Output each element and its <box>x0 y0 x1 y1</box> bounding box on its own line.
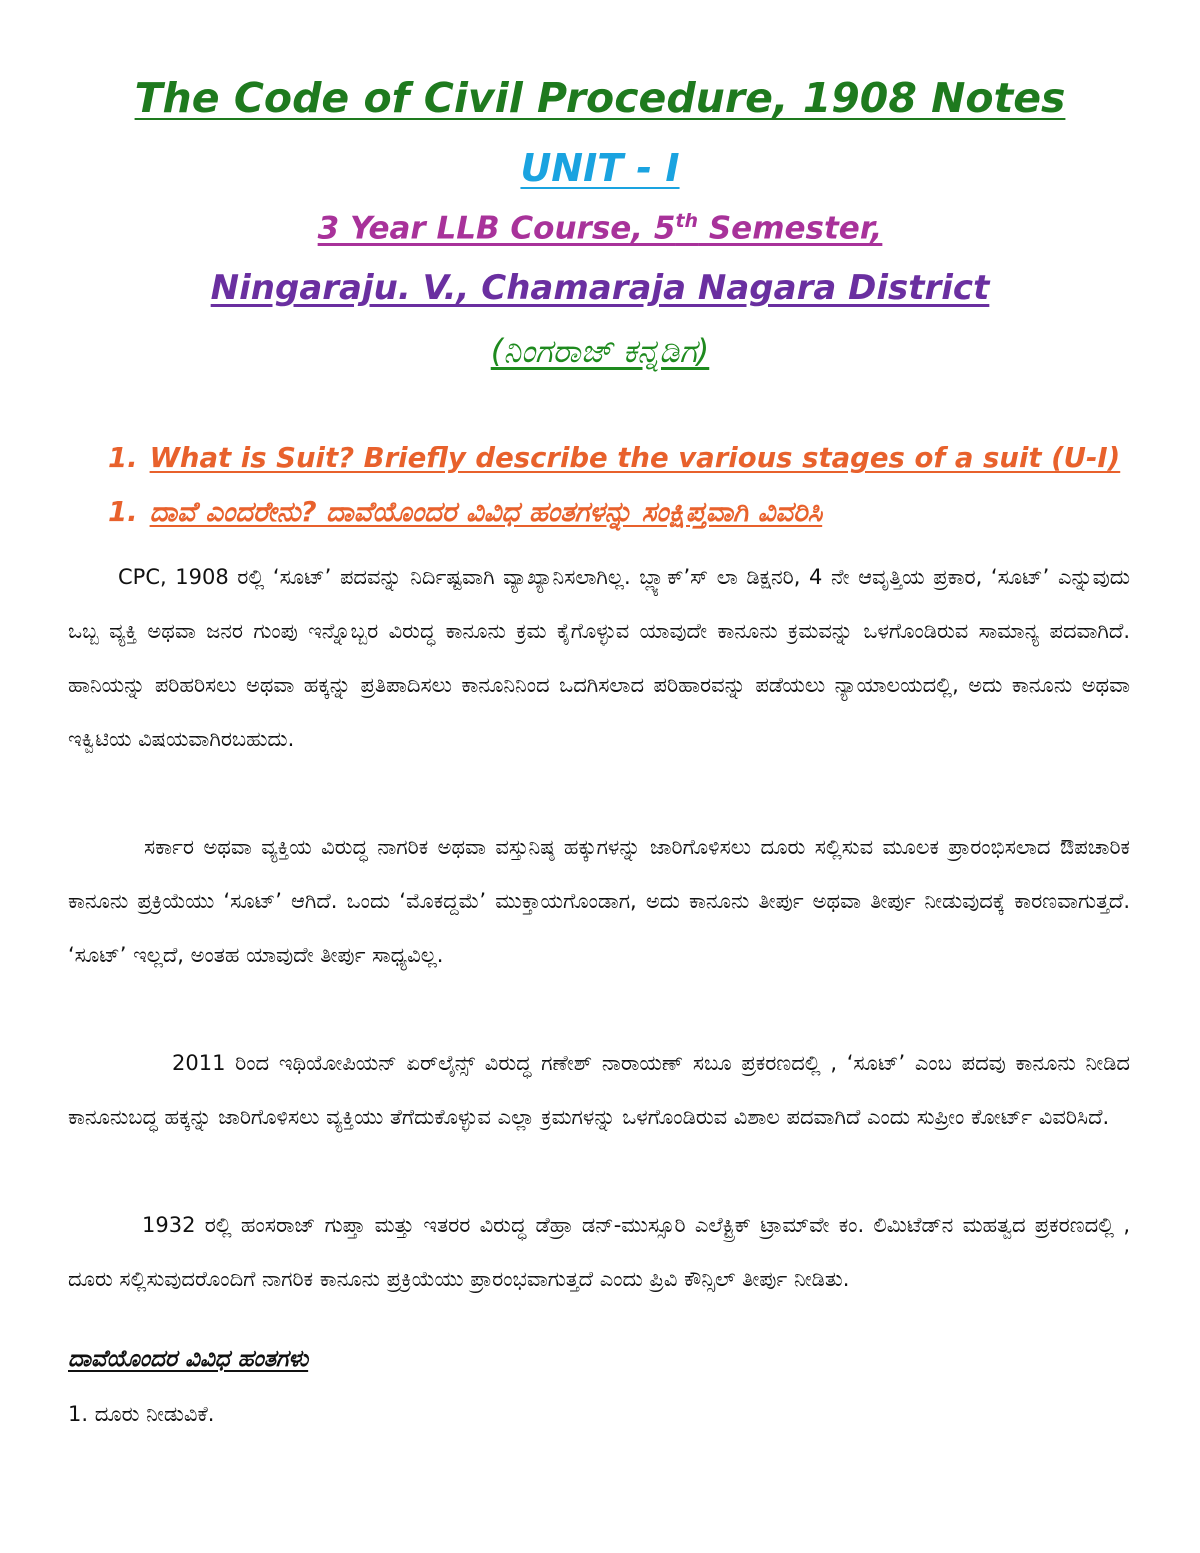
author-line: Ningaraju. V., Chamaraja Nagara District <box>210 268 990 308</box>
paragraph-3: 2011 ರಿಂದ ಇಥಿಯೋಪಿಯನ್ ಏರ್‌ಲೈನ್ಸ್ ವಿರುದ್ಧ ಗಣೇಶ್ ನಾರಾಯಣ್ ಸಬೂ ಪ್ರಕರಣದಲ್ಲಿ , ‘ಸೂಟ್’ ಎಂಬ ಪದವು ಕಾನೂನು ನೀಡಿದ ಕಾನೂನುಬದ್ಧ ಹಕ್ಕನ್ನು ಜಾರಿಗೊಳಿಸಲು ವ್ಯಕ್ತಿಯು ತೆಗೆದುಕೊಳ್ಳುವ ಎಲ್ಲಾ ಕ್ರಮಗಳನ್ನು ಒಳಗೊಂಡಿರುವ ವಿಶಾಲ ಪದವಾಗಿದೆ ಎಂದು ಸುಪ್ರೀಂ ಕೋರ್ಟ್ ವಿವರಿಸಿದೆ. <box>68 1051 1130 1129</box>
unit-heading: UNIT - I <box>520 146 680 190</box>
question-number-kannada: 1. <box>108 496 138 528</box>
paragraph-1: CPC, 1908 ರಲ್ಲಿ ‘ಸೂಟ್’ ಪದವನ್ನು ನಿರ್ದಿಷ್ಟವಾಗಿ ವ್ಯಾಖ್ಯಾನಿಸಲಾಗಿಲ್ಲ. ಬ್ಲ್ಯಾಕ್’ಸ್ ಲಾ ಡಿಕ್ಷನರಿ, 4 ನೇ ಆವೃತ್ತಿಯ ಪ್ರಕಾರ, ‘ಸೂಟ್’ ಎನ್ನುವುದು ಒಬ್ಬ ವ್ಯಕ್ತಿ ಅಥವಾ ಜನರ ಗುಂಪು ಇನ್ನೊಬ್ಬರ ವಿರುದ್ಧ ಕಾನೂನು ಕ್ರಮ ಕೈಗೊಳ್ಳುವ ಯಾವುದೇ ಕಾನೂನು ಕ್ರಮವನ್ನು ಒಳಗೊಂಡಿರುವ ಸಾಮಾನ್ಯ ಪದವಾಗಿದೆ. ಹಾನಿಯನ್ನು ಪರಿಹರಿಸಲು ಅಥವಾ ಹಕ್ಕನ್ನು ಪ್ರತಿಪಾದಿಸಲು ಕಾನೂನಿನಿಂದ ಒದಗಿಸಲಾದ ಪರಿಹಾರವನ್ನು ಪಡೆಯಲು ನ್ಯಾಯಾಲಯದಲ್ಲಿ, ಅದು ಕಾನೂನು ಅಥವಾ ಇಕ್ವಿಟಿಯ ವಿಷಯವಾಗಿರಬಹುದು. <box>68 565 1130 751</box>
question-kannada-text: ದಾವೆ ಎಂದರೇನು? ದಾವೆಯೊಂದರ ವಿವಿಧ ಹಂತಗಳನ್ನು ಸಂಕ್ಷಿಪ್ತವಾಗಿ ವಿವರಿಸಿ <box>149 496 823 528</box>
question-kannada <box>108 496 1138 529</box>
question-english <box>108 442 1138 474</box>
course-line <box>0 210 1200 246</box>
question-english-text: What is Suit? Briefly describe the various stages of a suit (U-I) <box>149 442 1121 474</box>
document-title: The Code of Civil Procedure, 1908 Notes <box>134 74 1066 122</box>
stages-heading: ದಾವೆಯೊಂದರ ವಿವಿಧ ಹಂತಗಳು <box>68 1346 309 1372</box>
course-superscript: th <box>675 210 699 232</box>
stage-item: 1. ದೂರು ನೀಡುವಿಕೆ. <box>68 1402 215 1426</box>
author-kannada-name: (ನಿಂಗರಾಜ್ ಕನ್ನಡಿಗ) <box>490 332 710 370</box>
course-suffix: Semester, <box>698 210 883 247</box>
course-prefix: 3 Year LLB Course, 5 <box>317 210 676 247</box>
paragraph-2: ಸರ್ಕಾರ ಅಥವಾ ವ್ಯಕ್ತಿಯ ವಿರುದ್ಧ ನಾಗರಿಕ ಅಥವಾ ವಸ್ತುನಿಷ್ಠ ಹಕ್ಕುಗಳನ್ನು ಜಾರಿಗೊಳಿಸಲು ದೂರು ಸಲ್ಲಿಸುವ ಮೂಲಕ ಪ್ರಾರಂಭಿಸಲಾದ ಔಪಚಾರಿಕ ಕಾನೂನು ಪ್ರಕ್ರಿಯೆಯು ‘ಸೂಟ್’ ಆಗಿದೆ. ಒಂದು ‘ಮೊಕದ್ದಮೆ’ ಮುಕ್ತಾಯಗೊಂಡಾಗ, ಅದು ಕಾನೂನು ತೀರ್ಪು ಅಥವಾ ತೀರ್ಪು ನೀಡುವುದಕ್ಕೆ ಕಾರಣವಾಗುತ್ತದೆ. ‘ಸೂಟ್’ ಇಲ್ಲದೆ, ಅಂತಹ ಯಾವುದೇ ತೀರ್ಪು ಸಾಧ್ಯವಿಲ್ಲ. <box>68 835 1130 967</box>
paragraph-4: 1932 ರಲ್ಲಿ ಹಂಸರಾಜ್ ಗುಪ್ತಾ ಮತ್ತು ಇತರರ ವಿರುದ್ಧ ಡೆಹ್ರಾ ಡನ್-ಮುಸ್ಸೂರಿ ಎಲೆಕ್ಟ್ರಿಕ್ ಟ್ರಾಮ್‌ವೇ ಕಂ. ಲಿಮಿಟೆಡ್‌ನ ಮಹತ್ವದ ಪ್ರಕರಣದಲ್ಲಿ , ದೂರು ಸಲ್ಲಿಸುವುದರೊಂದಿಗೆ ನಾಗರಿಕ ಕಾನೂನು ಪ್ರಕ್ರಿಯೆಯು ಪ್ರಾರಂಭವಾಗುತ್ತದೆ ಎಂದು ಪ್ರಿವಿ ಕೌನ್ಸಿಲ್ ತೀರ್ಪು ನೀಡಿತು. <box>68 1213 1130 1291</box>
question-number: 1. <box>108 442 138 474</box>
